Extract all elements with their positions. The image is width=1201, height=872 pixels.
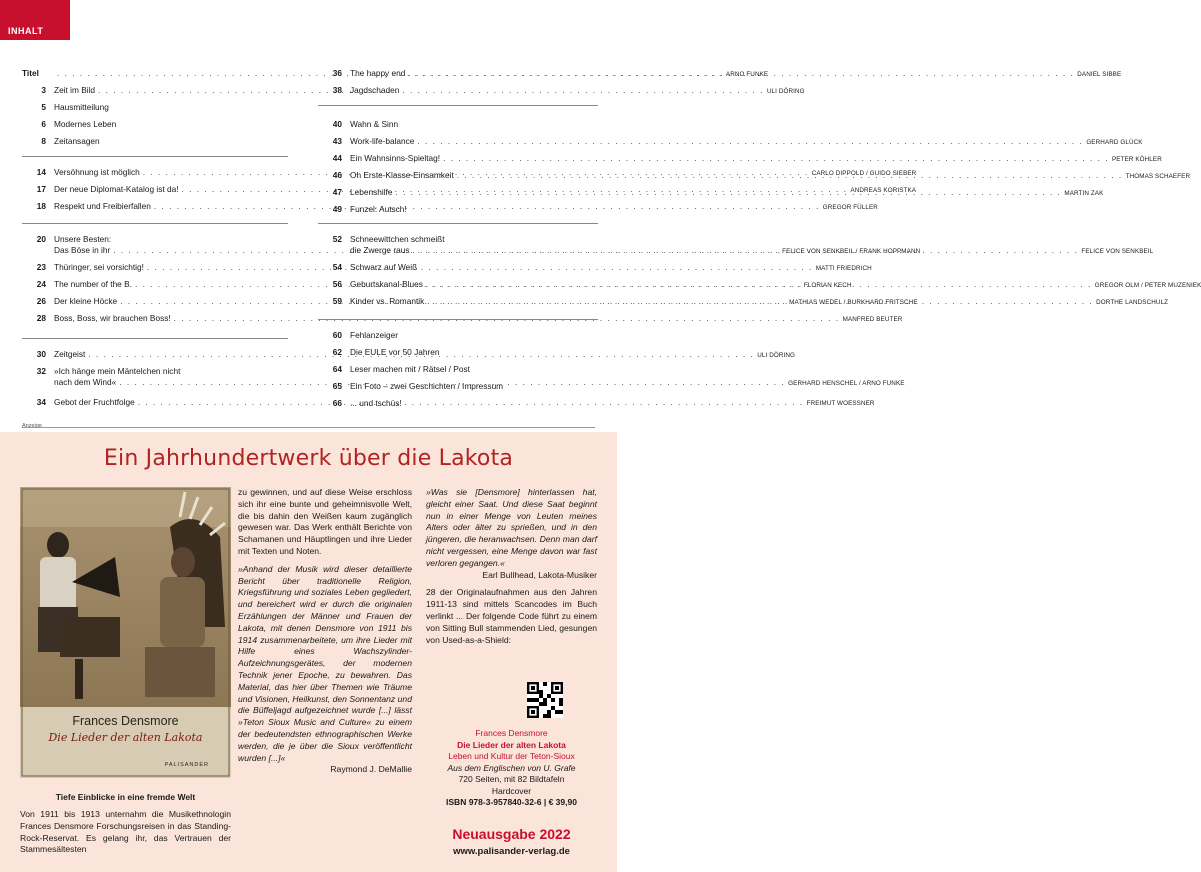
toc-page-number: 20 — [36, 234, 46, 244]
toc-page-number: 52 — [332, 234, 342, 244]
toc-page-number: 6 — [41, 119, 46, 129]
toc-page-number: 36 — [332, 68, 342, 78]
toc-author: FELICE VON SENKBEIL — [1081, 248, 1154, 255]
ad-divider — [22, 427, 595, 428]
toc-entry[interactable] — [318, 364, 598, 375]
toc-title: Oh Erste-Klasse-Einsamkeit — [350, 170, 454, 180]
toc-separator — [22, 156, 288, 157]
toc-title: Funzel: Autsch! — [350, 204, 407, 214]
toc-page-number: 64 — [332, 364, 342, 374]
toc-page-number: 46 — [332, 170, 342, 180]
cover-title: Die Lieder der alten Lakota — [48, 731, 203, 744]
toc-author: GREGOR FÜLLER — [822, 204, 878, 211]
toc-page-number: 3 — [41, 85, 46, 95]
toc-title: die Zwerge raus — [350, 245, 410, 255]
toc-page-number: 47 — [332, 187, 342, 197]
toc-page-number: 44 — [332, 153, 342, 163]
toc-title: Geburtskanal-Blues — [350, 279, 423, 289]
cover-publisher: PALISANDER — [164, 762, 209, 768]
toc-page-number: 14 — [36, 167, 46, 177]
toc-title: nach dem Wind« — [54, 377, 117, 387]
toc-leader-dots — [408, 68, 1074, 79]
qr-code-icon[interactable] — [527, 682, 563, 718]
toc-title: Schneewittchen schmeißt — [350, 234, 445, 244]
toc-title: Jagdschaden — [350, 85, 400, 95]
book-info — [426, 728, 597, 809]
toc-title: Gebot der Fruchtfolge — [54, 397, 135, 407]
toc-entry[interactable] — [318, 330, 598, 341]
info-subtitle: Leben und Kultur der Teton-Sioux — [448, 751, 575, 761]
toc-entry[interactable] — [318, 381, 598, 392]
toc-title: Versöhnung ist möglich — [54, 167, 140, 177]
demallie-attribution: Raymond J. DeMallie — [330, 764, 412, 775]
bullhead-quote: »Was sie [Densmore] hinterlassen hat, gleicht einer Saat. Und diese Saat beginnt nun in einer Menge von Leuten meines Alters oder älter zu sprießen, und in den jüngeren, die heranwachsen. Denn man darf nicht vergessen, eine Menge davon war fast verloren gegangen.« — [426, 487, 597, 568]
toc-title: Work-life-balance — [350, 136, 415, 146]
toc-entry[interactable] — [318, 119, 598, 130]
ad-label: Anzeige — [22, 423, 42, 429]
toc-title: Ein Foto – zwei Geschichten / Impressum — [350, 381, 504, 391]
info-author: Frances Densmore — [475, 728, 548, 738]
toc-page-number: 26 — [36, 296, 46, 306]
toc-author: THOMAS SCHAEFER — [1125, 173, 1191, 180]
toc-leader-dots — [427, 296, 1093, 307]
info-isbn: ISBN 978-3-957840-32-6 | € 39,90 — [446, 797, 577, 807]
toc-author: GERHARD HENSCHEL / ARNO FUNKE — [788, 380, 905, 387]
toc-title: Zeit im Bild — [54, 85, 96, 95]
toc-title: Lebenshilfe — [350, 187, 393, 197]
new-edition-label: Neuausgabe 2022 — [452, 826, 571, 842]
toc-title: The happy end — [350, 68, 406, 78]
toc-page-number: 24 — [36, 279, 46, 289]
toc-leader-dots — [457, 170, 1123, 181]
toc-page-number: 54 — [332, 262, 342, 272]
toc-page-number: 65 — [332, 381, 342, 391]
toc-title: Boss, Boss, wir brauchen Boss! — [54, 313, 171, 323]
toc-page-number: 23 — [36, 262, 46, 272]
toc-title: Ein Wahnsinns-Spieltag! — [350, 153, 441, 163]
toc-separator — [22, 223, 288, 224]
toc-leader-dots — [395, 187, 1061, 198]
info-binding: Hardcover — [491, 785, 532, 796]
toc-title: Kinder vs. Romantik — [350, 296, 425, 306]
column-3-text: 28 der Originalaufnahmen aus den Jahren 1911-13 sind mittels Scancodes im Buch verlinkt ... Der folgende Code führt zu einem von Sitting Bull stammenden Lied, gesungen von Used-as-a-Shield: — [426, 587, 597, 645]
toc-page-number: 17 — [36, 184, 46, 194]
toc-title: Schwarz auf Weiß — [350, 262, 418, 272]
toc-page-number: 28 — [36, 313, 46, 323]
column-2-text: zu gewinnen, und auf diese Weise erschloss sich ihr eine bunte und geheimnisvolle Welt, die bis dahin den Weißen kaum zugänglich gewesen war. Das Werk enthält Berichte von Schamanen und Häuptlingen und ihre Lieder mit Texten und Noten. — [238, 487, 412, 556]
toc-entry[interactable] — [318, 347, 598, 358]
toc-page-number: 62 — [332, 347, 342, 357]
toc-title: Modernes Leben — [54, 119, 117, 129]
column-2 — [238, 487, 412, 776]
toc-entry[interactable] — [22, 136, 288, 147]
caption-heading: Tiefe Einblicke in eine fremde Welt — [55, 792, 196, 802]
toc-title: Zeitgeist — [54, 349, 86, 359]
toc-page-number: Titel — [22, 68, 39, 78]
toc-title: Das Böse in ihr — [54, 245, 111, 255]
website-link[interactable]: www.palisander-verlag.de — [453, 846, 570, 857]
toc-title: ... und tschüs! — [350, 398, 402, 408]
toc-author: DANIEL SIBBE — [1077, 71, 1122, 78]
book-cover[interactable] — [20, 487, 231, 778]
toc-page-number: 66 — [332, 398, 342, 408]
toc-author: DORTHE LANDSCHULZ — [1096, 299, 1169, 306]
toc-page-number: 43 — [332, 136, 342, 146]
cover-author: Frances Densmore — [72, 714, 179, 728]
toc-title: Die EULE vor 50 Jahren — [350, 347, 440, 357]
toc-page-number: 60 — [332, 330, 342, 340]
ad-headline: Ein Jahrhundertwerk über die Lakota — [103, 446, 514, 471]
toc-page-number: 59 — [332, 296, 342, 306]
toc-author: MATTI FRIEDRICH — [815, 265, 872, 272]
toc-separator — [318, 223, 598, 224]
toc-author: ANDREAS KORISTKA — [850, 187, 917, 194]
column-1-text: Von 1911 bis 1913 unternahm die Musikethnologin Frances Densmore Forschungsreisen in das Standing-Rock-Reservat. Es gelang ihr, das Vertrauen der Stammesältesten — [20, 809, 231, 855]
toc-author: FELICE VON SENKBEIL / FRANK HOPPMANN — [782, 248, 921, 255]
toc-author: ULI DÖRING — [757, 352, 796, 359]
toc-author: ULI DÖRING — [766, 88, 805, 95]
toc-separator — [318, 105, 598, 106]
column-3 — [426, 487, 597, 646]
toc-title: Der neue Diplomat-Katalog ist da! — [54, 184, 179, 194]
toc-entry[interactable] — [22, 313, 903, 325]
toc-page-number: 38 — [332, 85, 342, 95]
toc-separator — [318, 319, 598, 320]
toc-entry[interactable] — [318, 398, 598, 409]
demallie-quote: »Anhand der Musik wird dieser detaillierte Bericht über traditionelle Religion, Kriegsführung und soziales Leben gegliedert, und bereichert wird er durch die originalen Erzählungen der Männer und Frauen der Lakota, mit denen Densmore von 1911 bis 1914 zusammenarbeitete, um ihre Lieder mit Hilfe eines Wachszylinder-Aufzeichnungsgerätes, der modernen Technik jener Epoche, zu bewahren. Das Material, das hier über Themen wie Träume und Visionen, Heilkunst, den Sonnentanz und die Büffeljagd aufgezeichnet wurde [...] lässt »Teton Sioux Music and Culture« zu einem der bedeutendsten ethnographischen Werke werden, die je über die Sioux veröffentlicht wurden [...]« — [238, 563, 412, 763]
section-tab-label: INHALT — [8, 26, 44, 36]
toc-page-number: 5 — [41, 102, 46, 112]
toc-entry[interactable] — [22, 119, 288, 130]
toc-page-number: 18 — [36, 201, 46, 211]
toc-page-number: 56 — [332, 279, 342, 289]
toc-author: PETER KÖHLER — [1112, 156, 1162, 163]
info-title: Die Lieder der alten Lakota — [457, 739, 566, 750]
toc-author: GERHARD GLÜCK — [1086, 139, 1143, 146]
toc-title: Der kleine Höcke — [54, 296, 118, 306]
toc-entry[interactable] — [318, 136, 1143, 148]
toc-author: GREGOR OLM / PETER MUZENIEK — [1094, 282, 1201, 289]
info-translation: Aus dem Englischen von U. Grafe — [447, 762, 576, 773]
toc-page-number: 40 — [332, 119, 342, 129]
toc-author: MATHIAS WEDEL / BURKHARD FRITSCHE — [789, 299, 918, 306]
info-pages: 720 Seiten, mit 82 Bildtafeln — [458, 774, 565, 784]
toc-entry[interactable] — [318, 262, 598, 273]
toc-title: Hausmitteilung — [54, 102, 109, 112]
toc-page-number: 32 — [36, 366, 46, 376]
toc-title: Respekt und Freibierfallen — [54, 201, 151, 211]
toc-author: MARTIN ZAK — [1064, 190, 1104, 197]
toc-author: FREIMUT WOESSNER — [806, 400, 875, 407]
toc-leader-dots — [417, 136, 1083, 147]
toc-author: CARLO DIPPOLD / GUIDO SIEBER — [811, 170, 917, 177]
toc-entry[interactable] — [318, 85, 598, 96]
toc-title: Zeitansagen — [54, 136, 100, 146]
toc-title: Unsere Besten: — [54, 234, 112, 244]
bullhead-attribution: Earl Bullhead, Lakota-Musiker — [482, 569, 597, 580]
section-tab — [0, 0, 70, 40]
toc-author: FLORIAN KECH — [803, 282, 852, 289]
toc-title: Thüringer, sei vorsichtig! — [54, 262, 144, 272]
toc-page-number: 49 — [332, 204, 342, 214]
toc-title: The number of the B. — [54, 279, 132, 289]
toc-page-number: 8 — [41, 136, 46, 146]
toc-title: »Ich hänge mein Mäntelchen nicht — [54, 366, 181, 376]
toc-separator — [22, 338, 288, 339]
toc-leader-dots — [443, 153, 1109, 164]
toc-page-number: 34 — [36, 397, 46, 407]
toc-title: Wahn & Sinn — [350, 119, 399, 129]
toc-author: ARNO FUNKE — [725, 71, 769, 78]
toc-entry[interactable] — [318, 204, 598, 215]
toc-leader-dots — [413, 245, 1079, 256]
toc-title: Fehlanzeiger — [350, 330, 398, 340]
toc-title: Leser machen mit / Rätsel / Post — [350, 364, 470, 374]
toc-page-number: 30 — [36, 349, 46, 359]
toc-entry[interactable] — [22, 102, 288, 113]
toc-entry[interactable] — [318, 153, 1162, 165]
toc-leader-dots — [426, 279, 1092, 290]
toc-author: MANFRED BEUTER — [842, 316, 903, 323]
